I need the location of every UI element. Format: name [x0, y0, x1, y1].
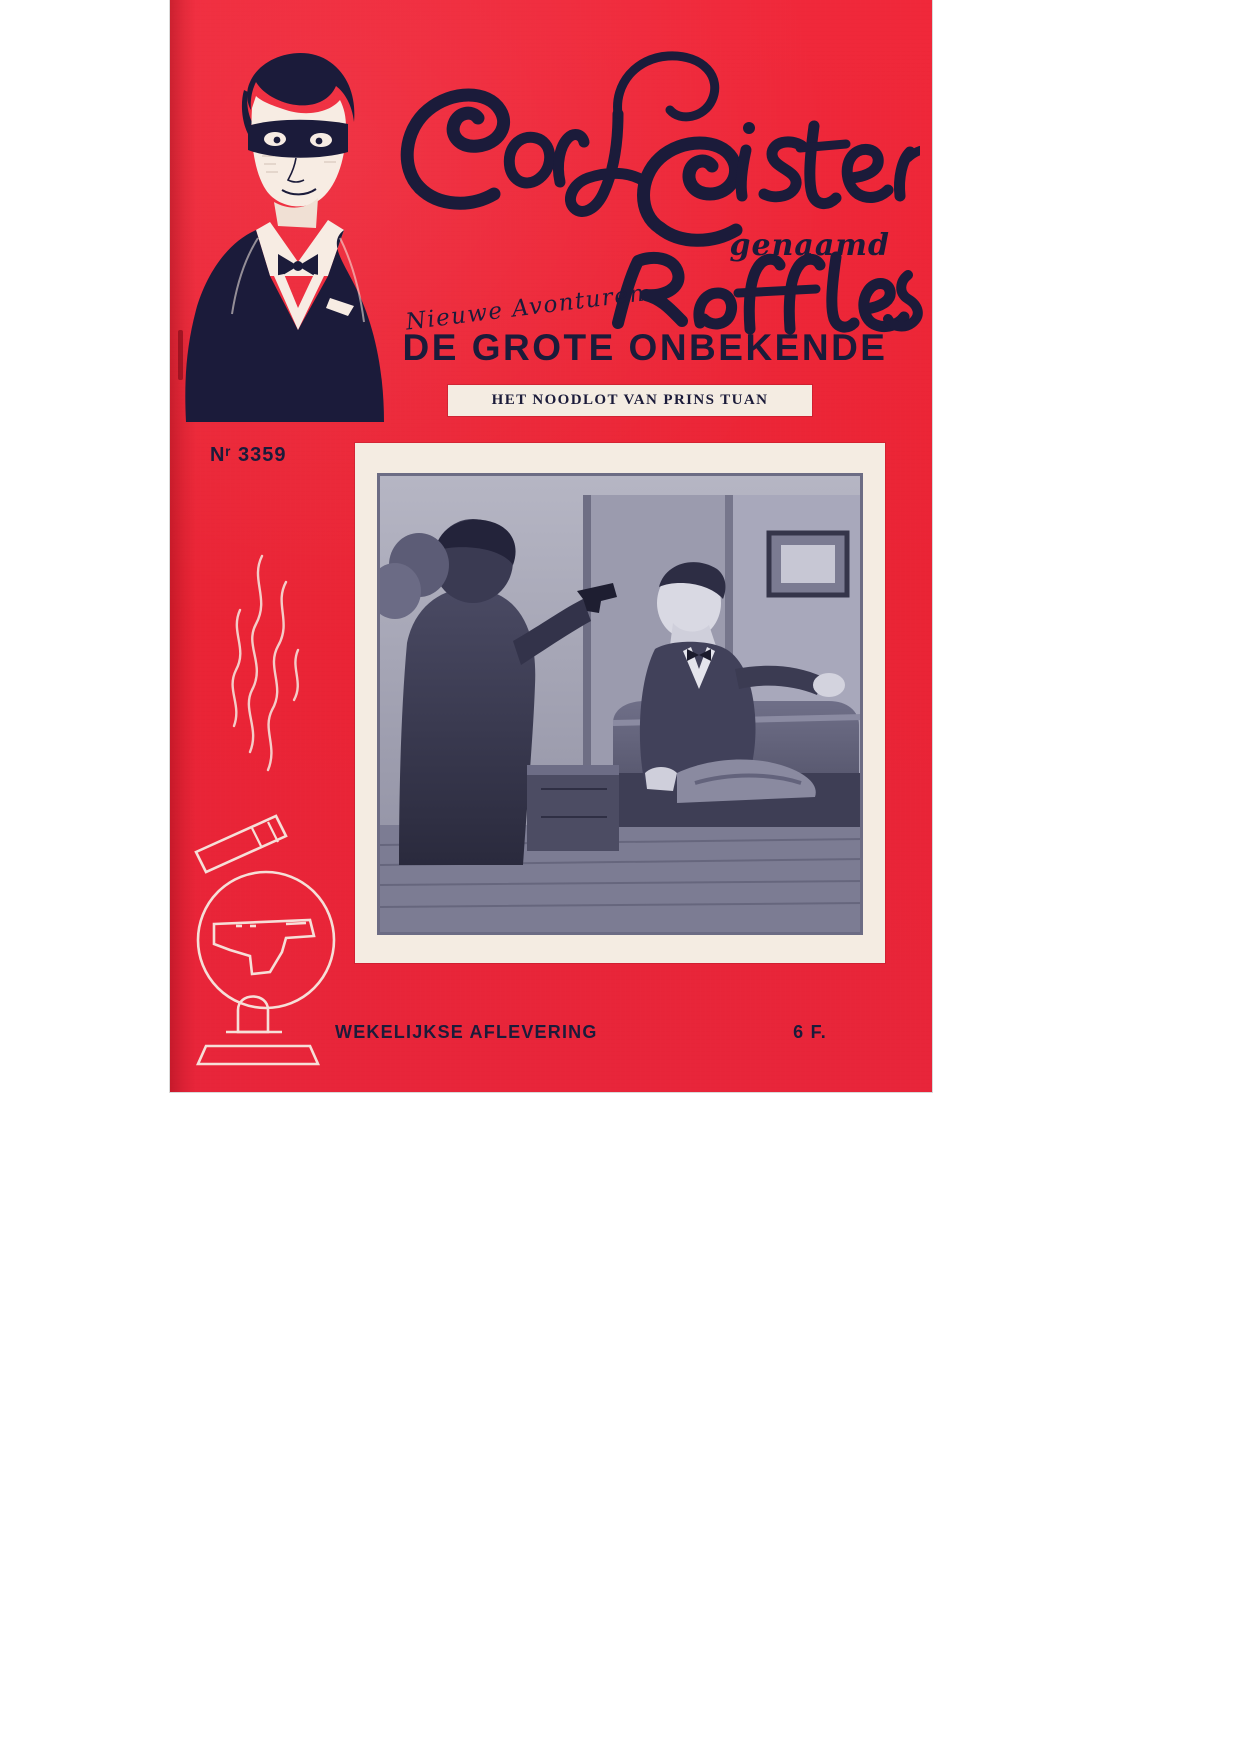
genaamd-label: genaamd — [729, 228, 890, 263]
margin-line-art — [190, 540, 350, 1080]
magazine-cover — [170, 0, 932, 1092]
kicker-nieuwe-avonturen: Nieuwe Avonturen — [404, 280, 648, 336]
series-title: DE GROTE ONBEKENDE — [402, 327, 888, 368]
cover-illustration-frame — [355, 443, 885, 963]
cigarette-icon — [196, 816, 286, 872]
price-label: 6 F. — [793, 1022, 827, 1042]
issue-number: Nʳ 3359 — [210, 444, 287, 466]
episode-title: HET NOODLOT VAN PRINS TUAN — [491, 392, 769, 408]
cover-illustration — [377, 473, 863, 935]
pistol-icon — [198, 872, 334, 1008]
raffles-wordmark — [600, 245, 930, 335]
frequency-label: WEKELIJKSE AFLEVERING — [335, 1022, 598, 1042]
episode-title-box — [448, 385, 812, 416]
